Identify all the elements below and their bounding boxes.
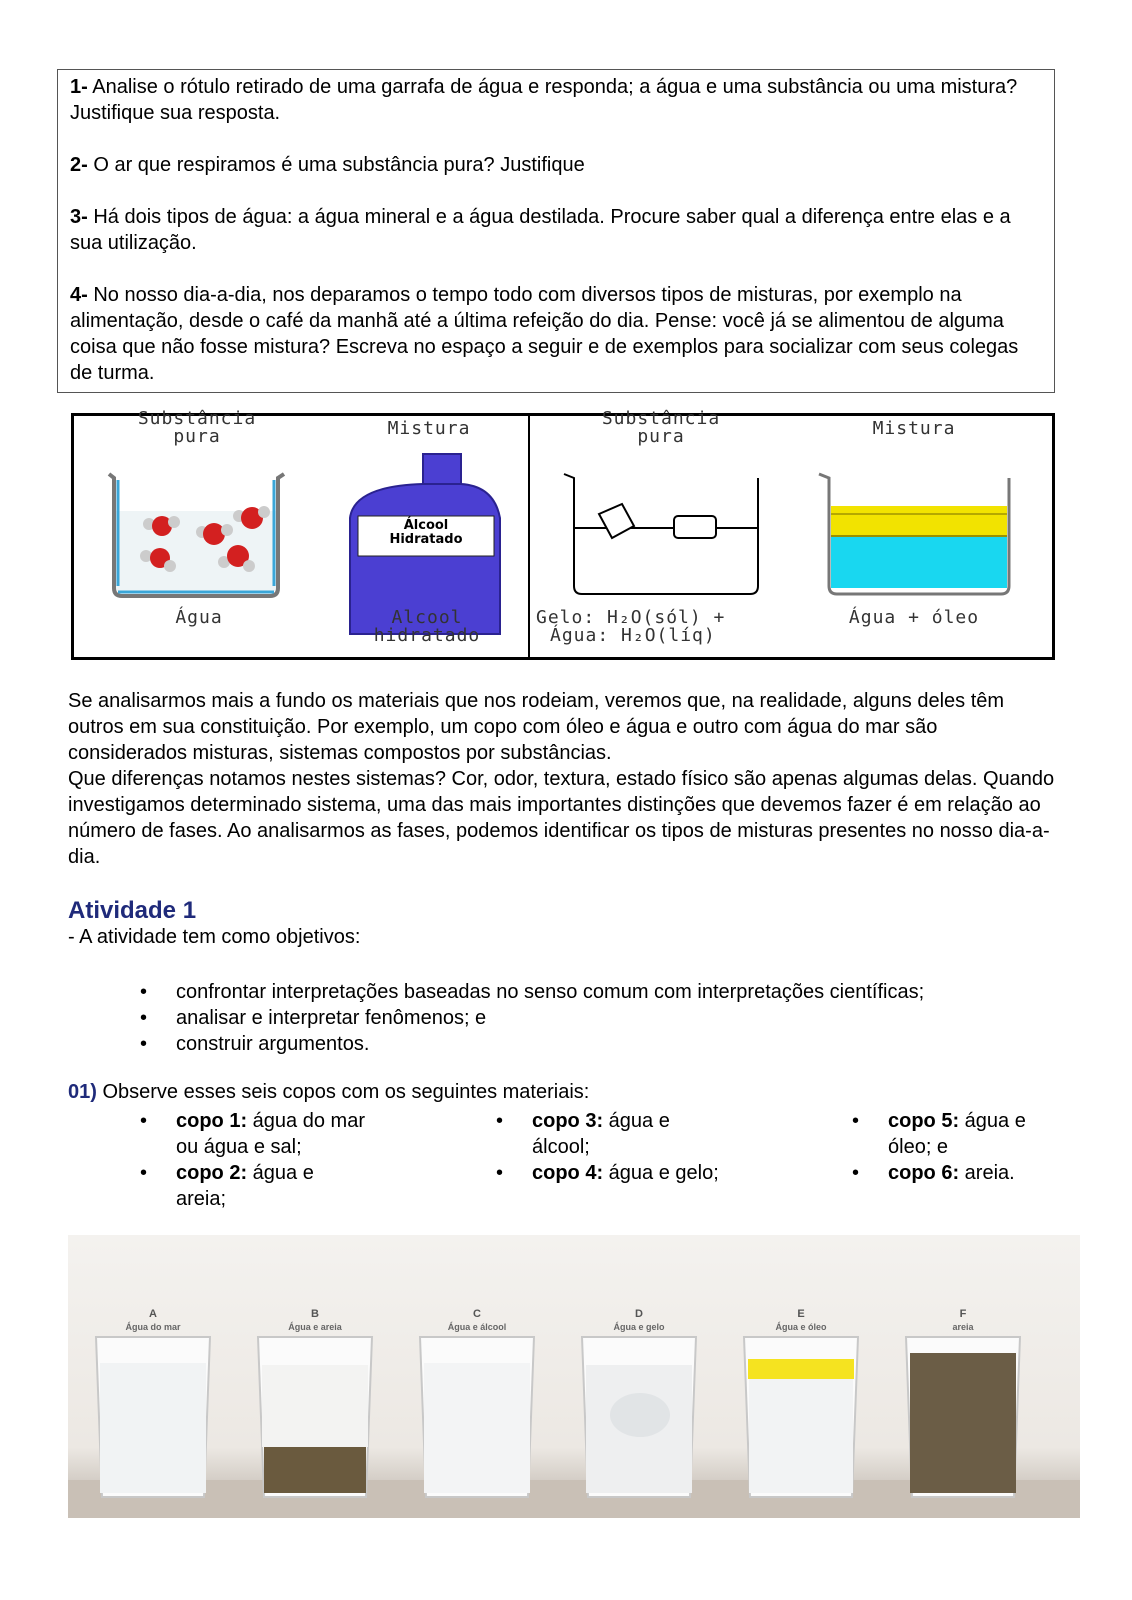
glass-c-caption: Água e álcool <box>447 1322 507 1332</box>
glass-e-letter: E <box>797 1308 805 1320</box>
p1-footer: Água <box>175 607 223 628</box>
glass-f-icon <box>906 1337 1020 1497</box>
substance-mixture-diagram <box>71 408 1055 660</box>
p3-heading: Substância pura <box>601 408 721 447</box>
activity-title: Atividade 1 <box>68 897 197 924</box>
glass-e-caption: Água e óleo <box>775 1322 827 1332</box>
explanation-paragraph: Se analisarmos mais a fundo os materiais que nos rodeiam, veremos que, na realidade, alguns deles têm outros em sua constituição. Por exemplo, um copo com óleo e água e outro com água do mar são considerados misturas, sistemas compostos por substâncias. Que diferenças notamos nestes sistemas? Cor, odor, textura, estado físico são apenas algumas delas. Quando investigamos determinado sistema, uma das mais importantes distinções que devemos fazer é em relação ao número de fases. Ao analisarmos as fases, podemos identificar os tipos de misturas presentes no nosso dia-a-dia. <box>68 690 1055 868</box>
question-3: 3- Há dois tipos de água: a água mineral e a água destilada. Procure saber qual a diferença entre elas e a sua utilização. <box>70 206 1011 254</box>
list-item: • confrontar interpretações baseadas no senso comum com interpretações científicas; <box>140 979 924 1005</box>
glass-b-caption: Água e areia <box>288 1322 342 1332</box>
p4-heading: Mistura <box>872 418 956 439</box>
question-1: 1- Analise o rótulo retirado de uma garrafa de água e responda; a água e uma substância ou uma mistura? Justifique sua resposta. <box>70 76 1018 124</box>
glass-e-icon <box>744 1337 858 1497</box>
question-4: 4- No nosso dia-a-dia, nos deparamos o tempo todo com diversos tipos de misturas, por exemplo na alimentação, desde o café da manhã até a última refeição do dia. Pense: você já se alimentou de alguma coisa que não fosse mistura? Escreva no espaço a seguir e de exemplos para socializar com seus colegas de turma. <box>70 284 1019 384</box>
p3-footer: Gelo: H₂O(sól) + Água: H₂O(líq) <box>536 607 726 646</box>
glass-c-icon <box>420 1337 534 1497</box>
glass-d-caption: Água e gelo <box>613 1322 665 1332</box>
oil-water-beaker-icon <box>819 474 1009 594</box>
list-item: • analisar e interpretar fenômenos; e <box>140 1005 924 1031</box>
question-01: 01) Observe esses seis copos com os seguintes materiais: <box>68 1081 590 1103</box>
activity-subtitle: - A atividade tem como objetivos: <box>68 926 361 948</box>
cups-column-2 <box>496 1108 721 1186</box>
objectives-list <box>140 979 924 1057</box>
list-item: • construir argumentos. <box>140 1031 924 1057</box>
list-item: • copo 1: água do mar ou água e sal; <box>140 1108 365 1160</box>
glass-d-letter: D <box>635 1308 643 1320</box>
list-item: • copo 4: água e gelo; <box>496 1160 721 1186</box>
glass-a-letter: A <box>149 1308 157 1320</box>
questions-box <box>57 69 1055 393</box>
bottle-label: Álcool Hidratado <box>389 518 463 547</box>
question-2: 2- O ar que respiramos é uma substância pura? Justifique <box>70 154 585 176</box>
glass-a-icon <box>96 1337 210 1497</box>
p2-footer: Alcool hidratado <box>373 607 481 646</box>
glass-d-icon <box>582 1337 696 1497</box>
list-item: • copo 2: água e areia; <box>140 1160 365 1212</box>
ice-beaker-icon <box>564 474 758 594</box>
cups-column-1 <box>140 1108 365 1212</box>
glass-b-letter: B <box>311 1308 319 1320</box>
water-beaker-icon <box>109 474 284 596</box>
glass-a-caption: Água do mar <box>125 1322 181 1332</box>
list-item: • copo 5: água e óleo; e <box>852 1108 1052 1160</box>
glass-f-caption: areia <box>952 1322 974 1332</box>
p2-heading: Mistura <box>387 418 471 439</box>
list-item: • copo 3: água e álcool; <box>496 1108 721 1160</box>
glass-c-letter: C <box>473 1308 481 1320</box>
p1-heading: Substância pura <box>137 408 257 447</box>
glass-f-letter: F <box>959 1308 967 1320</box>
cups-column-3 <box>852 1108 1052 1186</box>
six-glasses-photo <box>68 1235 1080 1518</box>
list-item: • copo 6: areia. <box>852 1160 1052 1186</box>
glass-b-icon <box>258 1337 372 1497</box>
p4-footer: Água + óleo <box>848 607 980 628</box>
